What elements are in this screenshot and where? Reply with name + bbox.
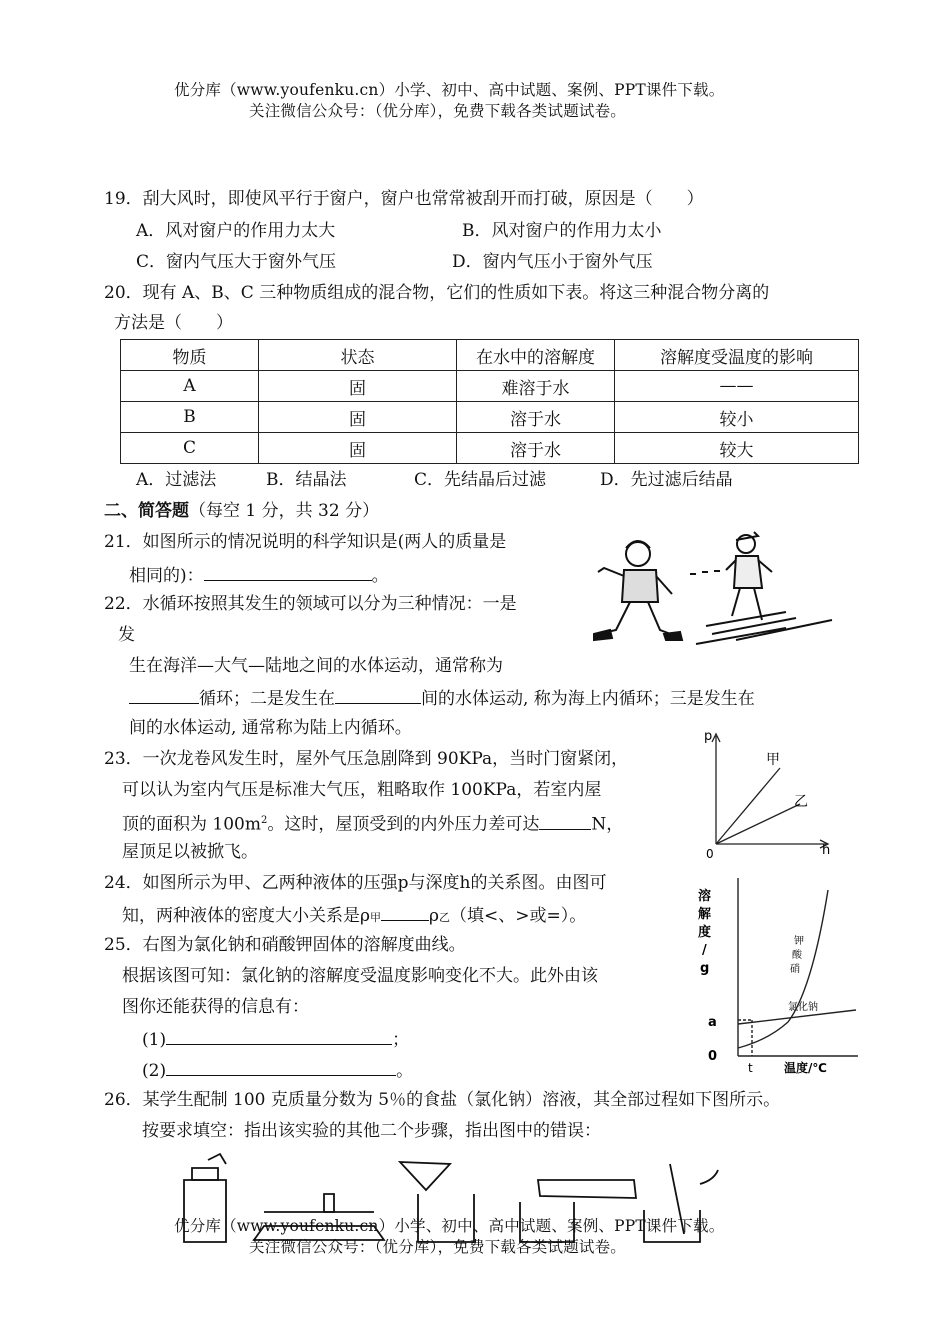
person-left-shoe [594,630,612,640]
q25-line-2: 根据该图可知：氯化钠的溶解度受温度影响变化不大。此外由该 [122,966,598,986]
q20-option-c: C．先结晶后过滤 [414,470,547,490]
q25-item-1 [142,1027,409,1051]
line-yi-label: 乙 [794,794,808,810]
line-jia [716,768,780,844]
person-left-arm [598,568,624,576]
q26-line-2: 按要求填空：指出该实验的其他二个步骤，指出图中的错误： [142,1121,601,1141]
solubility-y-label-5: g [700,961,710,976]
q19-option-b: B．风对窗户的作用力太小 [462,221,662,241]
q24-line-2c: （填<、>或=）。 [450,906,587,926]
q25-item-2 [142,1058,413,1082]
funnel [400,1162,450,1190]
solubility-t-label: t [748,1061,753,1075]
q25-line-3: 图你还能获得的信息有： [122,997,309,1017]
motion-dashes [690,571,720,574]
footer-line-1: 优分库（www.youfenku.cn）小学、初中、高中试题、案例、PPT课件下载。 [174,1217,725,1235]
q19-option-d: D．窗内气压小于窗外气压 [452,252,653,272]
spoon [208,1154,226,1164]
solubility-y-label-1: 溶 [698,889,712,904]
table-cell: —— [615,371,859,402]
q26-line-1: 26．某学生配制 100 克质量分数为 5％的食盐（氯化钠）溶液，其全部过程如下图所示。 [104,1090,781,1110]
q24-answer-blank[interactable] [381,903,429,921]
q23-line-3c: N， [591,814,624,835]
q19-option-c: C．窗内气压大于窗外气压 [136,252,337,272]
q23-superscript: 2 [260,815,268,826]
solubility-a-label: a [708,1015,717,1030]
q23-line-3b: 。这时，屋顶受到的内外压力差可达 [267,814,540,835]
table-row [121,433,859,464]
q22-answer-blank-2[interactable] [335,686,421,704]
table-cell: 固 [259,371,457,402]
q25-line-1: 25．右图为氯化钠和硝酸钾固体的溶解度曲线。 [104,935,466,955]
header-line-2: 关注微信公众号：（优分库），免费下载各类试题试卷。 [249,102,627,120]
table-row [121,371,859,402]
footer-line-2: 关注微信公众号：（优分库），免费下载各类试题试卷。 [249,1238,627,1256]
q20-option-b: B．结晶法 [266,470,347,490]
kno3-curve [738,890,828,1048]
solubility-x-label: 温度/℃ [784,1061,827,1075]
q22-line-3: 生在海洋—大气—陆地之间的水体运动，通常称为 [129,656,503,676]
q24-line-2b: ρ [429,906,439,926]
q25-item-2-end: 。 [396,1061,414,1081]
q23-line-3a: 顶的面积为 100m [122,814,261,835]
q22-line-5: 间的水体运动, 通常称为陆上内循环。 [129,718,412,738]
q23-line-3 [122,810,623,836]
person-right-leg-right [754,588,762,620]
solubility-graph [688,870,868,1082]
q24-sub-jia: 甲 [370,911,381,924]
q21-line-2 [129,563,389,587]
person-left-body [622,570,658,602]
header-line-1: 优分库（www.youfenku.cn）小学、初中、高中试题、案例、PPT课件下载。 [174,81,725,99]
solubility-y-label-4: / [702,943,707,958]
q22-answer-blank-1[interactable] [129,686,199,704]
q24-line-2a: 知，两种液体的密度大小关系是ρ [122,906,370,926]
table-cell: 固 [259,433,457,464]
q24-line-2 [122,903,586,929]
table-header: 溶解度受温度的影响 [615,340,859,371]
kno3-label-3: 硝 [790,964,800,975]
q19-stem: 19．刮大风时，即使风平行于窗户，窗户也常常被刮开而打破，原因是（ ） [104,189,704,209]
q19-option-a: A．风对窗户的作用力太大 [136,221,336,241]
q24-line-1: 24．如图所示为甲、乙两种液体的压强p与深度h的关系图。由图可 [104,873,607,893]
q24-sub-yi: 乙 [439,911,450,924]
table-cell: A [121,371,259,402]
q25-item-2-label: (2) [142,1061,167,1081]
person-left-leg-right [648,602,676,636]
q25-item-1-end: ； [392,1030,410,1050]
properties-table [120,339,859,464]
section-title-text: 二、简答题 [104,501,189,521]
line-jia-label: 甲 [766,752,780,768]
table-cell: 溶于水 [457,402,615,433]
q22-line-4 [129,686,755,710]
q20-stem-2: 方法是（ ） [114,313,233,333]
solubility-origin: 0 [708,1049,718,1064]
table-header: 在水中的溶解度 [457,340,615,371]
q23-line-4: 屋顶足以被掀飞。 [122,842,258,862]
h-axis-label: h [822,843,831,858]
table-cell: B [121,402,259,433]
table-cell: 较大 [615,433,859,464]
person-left-shoe-right [664,632,682,640]
line-yi [716,804,800,844]
table-cell: 溶于水 [457,433,615,464]
table-header-row [121,340,859,371]
solubility-y-label-2: 解 [698,907,712,922]
stir-arrow [700,1170,718,1184]
q23-line-2: 可以认为室内气压是标准大气压，粗略取作 100KPa，若室内屋 [122,780,602,800]
nacl-label: 氯化钠 [788,1002,818,1013]
table-header: 物质 [121,340,259,371]
q22-line-2: 发 [118,625,135,645]
q22-line-4a: 循环；二是发生在 [199,689,335,709]
section-note: （每空 1 分，共 32 分） [189,501,380,521]
q23-answer-blank[interactable] [539,812,591,830]
q22-line-1: 22．水循环按照其发生的领域可以分为三种情况：一是 [104,594,517,614]
q21-suffix: 。 [371,566,389,586]
person-left-arm-right [656,576,672,594]
reagent-jar-cap [192,1168,218,1180]
q25-answer-blank-2[interactable] [166,1058,396,1076]
table-cell: C [121,433,259,464]
q20-stem-1: 20．现有 A、B、C 三种物质组成的混合物，它们的性质如下表。将这三种混合物分离的 [104,283,770,303]
solubility-y-label-3: 度 [698,925,712,940]
q21-prefix: 相同的)： [129,566,204,586]
q20-option-d: D．先过滤后结晶 [600,470,733,490]
table-header: 状态 [259,340,457,371]
ph-origin-label: 0 [706,847,714,861]
kno3-label-2: 酸 [792,950,802,961]
table-cell: 较小 [615,402,859,433]
person-right-leg [732,588,740,616]
table-row [121,402,859,433]
ski-tracks [696,612,832,644]
graduated-cylinder [538,1180,636,1198]
person-left-leg [598,602,630,634]
q25-item-1-label: (1) [142,1030,167,1050]
balance-weight [324,1194,334,1212]
q25-answer-blank-1[interactable] [166,1027,392,1045]
pressure-depth-graph [700,722,850,862]
p-axis-label: p [704,729,713,744]
q22-line-4b: 间的水体运动, 称为海上内循环；三是发生在 [421,689,755,709]
section-title [104,500,379,522]
table-cell: 固 [259,402,457,433]
table-cell: 难溶于水 [457,371,615,402]
q21-line-1: 21．如图所示的情况说明的科学知识是(两人的质量是 [104,532,507,552]
q23-line-1: 23．一次龙卷风发生时，屋外气压急剧降到 90KPa，当时门窗紧闭， [104,749,629,769]
q21-answer-blank[interactable] [204,563,372,581]
q20-option-a: A．过滤法 [136,470,217,490]
kno3-label-1: 钾 [794,936,804,947]
skiers-figure [586,530,846,650]
